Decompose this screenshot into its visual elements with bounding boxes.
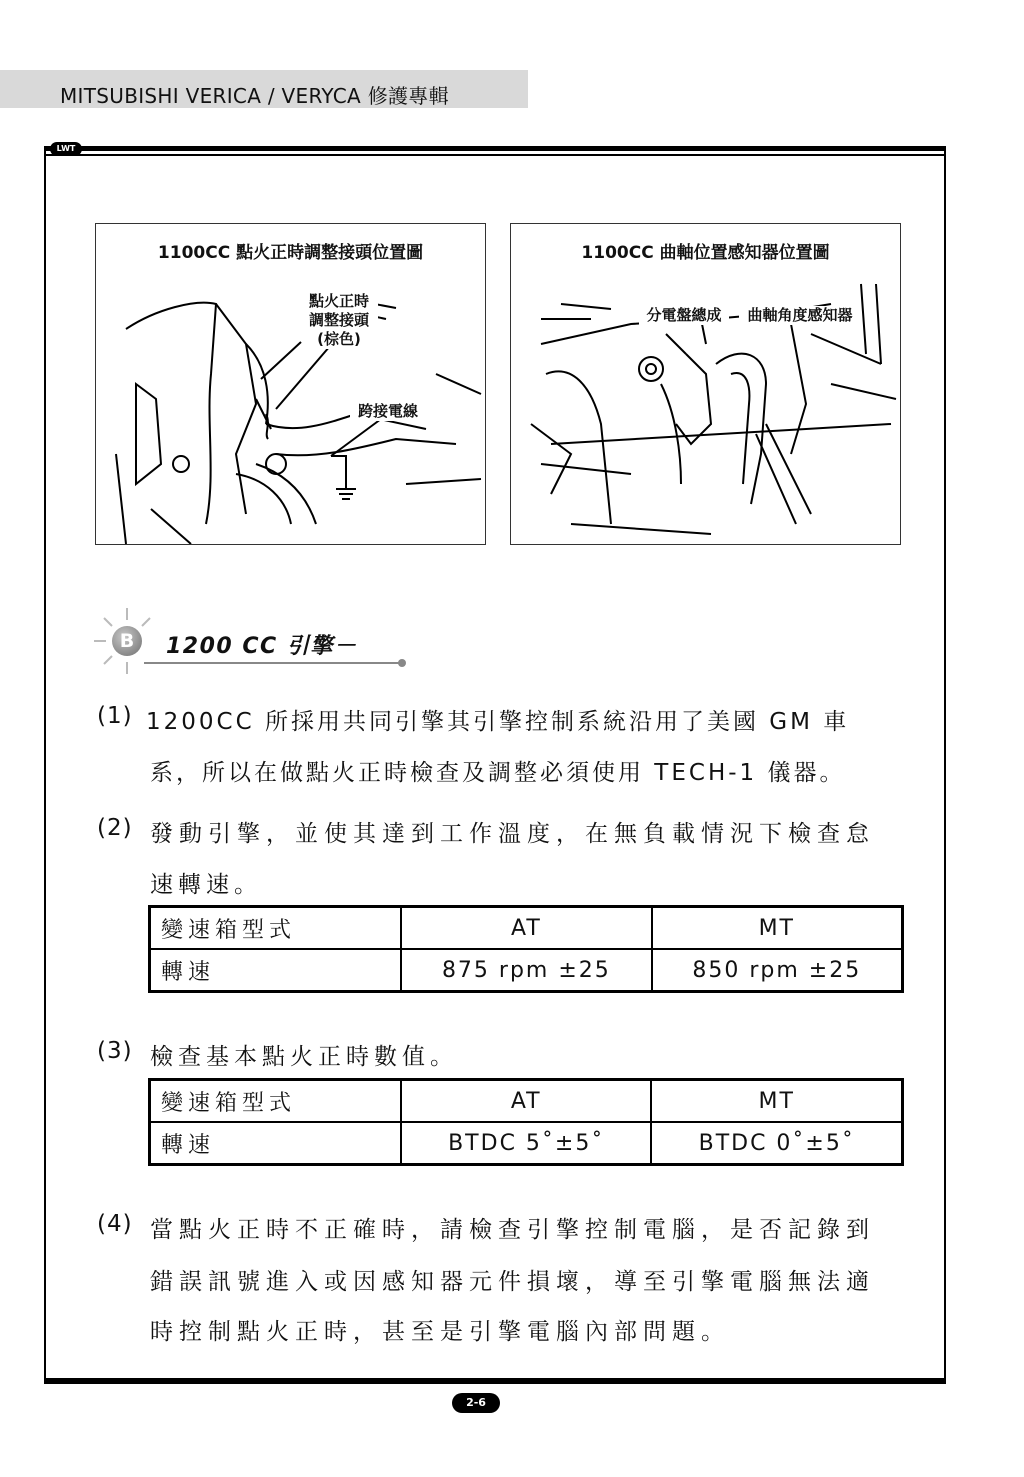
table-row [150, 907, 903, 950]
item-2-number: (2) [97, 815, 133, 841]
frame-top-inner-border [44, 154, 946, 156]
item-4-line-2: 錯誤訊號進入或因感知器元件損壞，導至引擎電腦無法適 [150, 1269, 875, 1295]
publisher-logo: LWT [50, 142, 82, 156]
table-row [150, 949, 903, 992]
table-cell: 轉速 [150, 949, 402, 992]
table-cell: 轉速 [150, 1122, 401, 1165]
table-cell: BTDC 5˚±5˚ [401, 1122, 652, 1165]
table-header-cell: AT [401, 907, 651, 950]
item-2-line-1: 發動引擎，並使其達到工作溫度，在無負載情況下檢查怠 [150, 821, 875, 847]
frame-top-border [44, 146, 946, 151]
table-header-cell: MT [651, 1080, 902, 1123]
item-1-line-1: 1200CC 所採用共同引擎其引擎控制系統沿用了美國 GM 車 [146, 709, 850, 735]
callout-distributor: 分電盤總成 [639, 306, 729, 325]
table-cell: BTDC 0˚±5˚ [651, 1122, 902, 1165]
frame-bottom-border [44, 1378, 946, 1384]
callout-adjust-connector: 調整接頭 [300, 311, 378, 330]
section-underline [144, 662, 402, 664]
callout-brown: (棕色) [306, 330, 372, 349]
section-badge: B [112, 626, 142, 656]
item-4-line-1: 當點火正時不正確時，請檢查引擎控制電腦，是否記錄到 [150, 1217, 875, 1243]
figure-right-title: 1100CC 曲軸位置感知器位置圖 [581, 243, 830, 263]
page-header-title: MITSUBISHI VERICA / VERYCA 修護專輯 [60, 84, 449, 108]
engine-drawing-left [96, 224, 485, 544]
idle-speed-table [148, 905, 904, 993]
frame-left-border [44, 146, 46, 1382]
item-4-number: (4) [97, 1211, 133, 1237]
table-row [150, 1122, 903, 1165]
table-header-cell: MT [652, 907, 903, 950]
engine-drawing-right [511, 224, 900, 544]
section-title: 1200 CC 引擎－ [166, 634, 358, 659]
table-header-cell: 變速箱型式 [150, 907, 402, 950]
frame-right-border [944, 146, 946, 1382]
item-3-number: (3) [97, 1038, 133, 1064]
ignition-timing-table [148, 1078, 904, 1166]
item-1-number: (1) [97, 703, 133, 729]
item-2-line-2: 速轉速。 [150, 872, 262, 898]
table-row [150, 1080, 903, 1123]
figure-left-title: 1100CC 點火正時調整接頭位置圖 [157, 243, 424, 263]
item-4-line-3: 時控制點火正時，甚至是引擎電腦內部問題。 [150, 1319, 730, 1345]
figure-crank-sensor [510, 223, 901, 545]
table-header-cell: 變速箱型式 [150, 1080, 401, 1123]
callout-jumper-wire: 跨接電線 [350, 402, 426, 421]
table-cell: 875 rpm ±25 [401, 949, 651, 992]
callout-ignition-timing: 點火正時 [300, 292, 378, 311]
page-number: 2-6 [452, 1393, 500, 1413]
section-underline-dot [398, 659, 406, 667]
callout-crank-angle-sensor: 曲軸角度感知器 [739, 306, 861, 325]
item-1-line-2: 系，所以在做點火正時檢查及調整必須使用 TECH-1 儀器。 [150, 760, 846, 786]
item-3-line-1: 檢查基本點火正時數值。 [150, 1044, 458, 1070]
table-cell: 850 rpm ±25 [652, 949, 903, 992]
table-header-cell: AT [401, 1080, 652, 1123]
figure-ignition-connector [95, 223, 486, 545]
